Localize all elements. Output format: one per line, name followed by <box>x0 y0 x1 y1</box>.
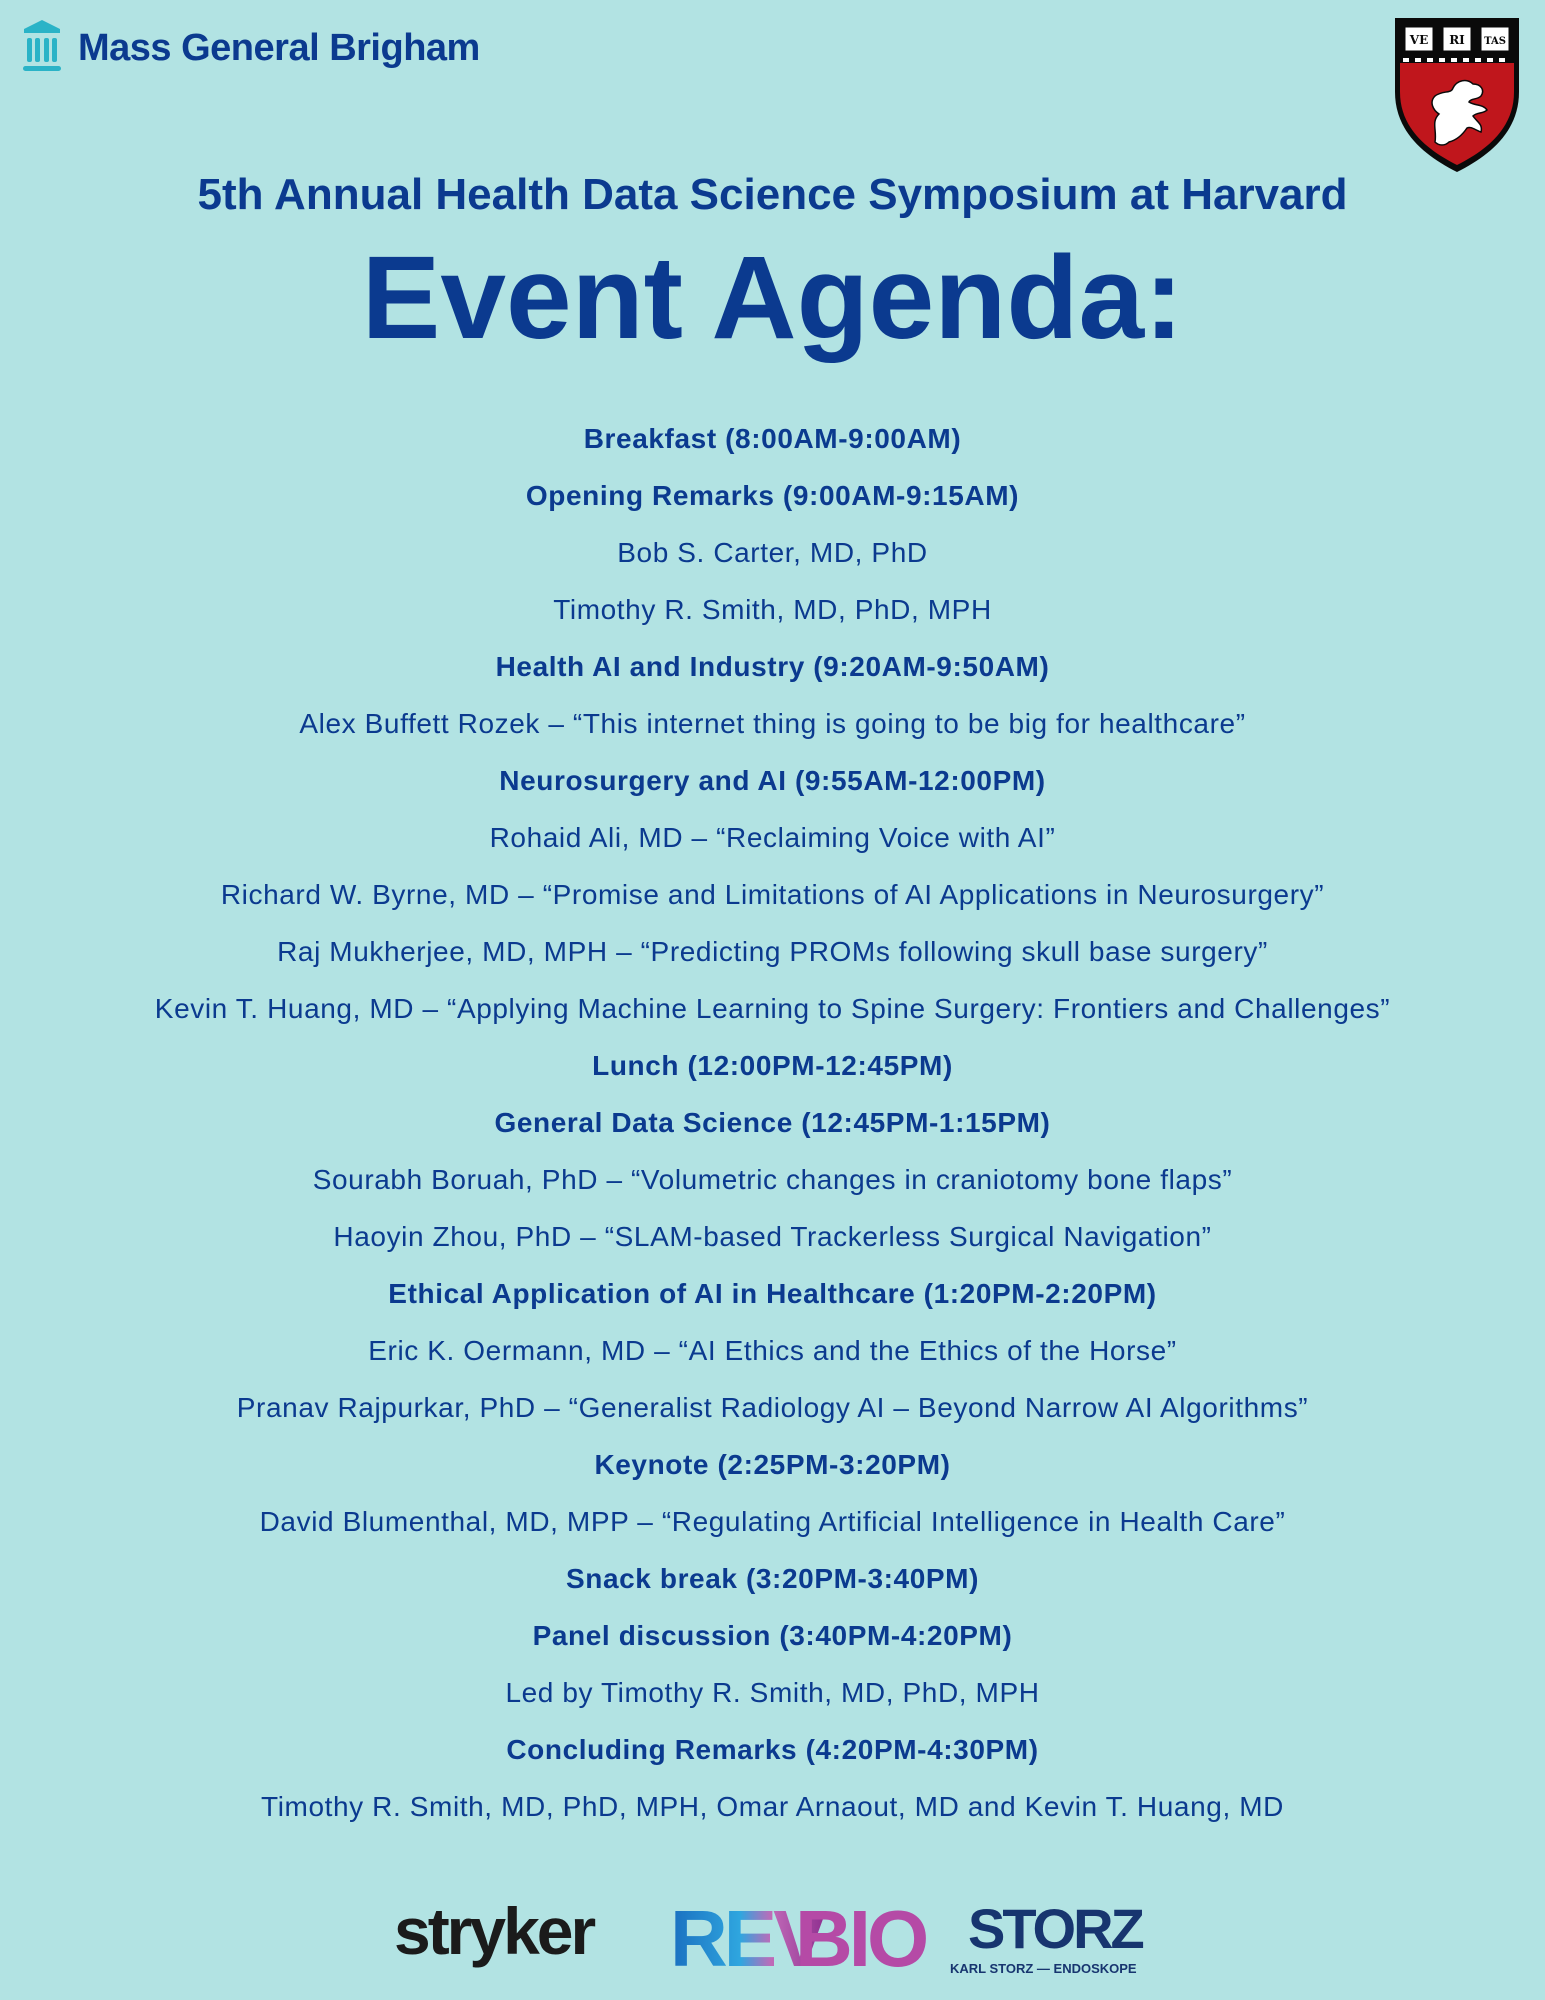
agenda-session-heading: Concluding Remarks (4:20PM-4:30PM) <box>506 1734 1039 1765</box>
shield-letters-1: VE <box>1409 33 1429 47</box>
agenda-speaker-line: Raj Mukherjee, MD, MPH – “Predicting PROMs following skull base surgery” <box>277 936 1268 967</box>
title-block <box>0 165 1545 363</box>
agenda-speaker-line: David Blumenthal, MD, MPP – “Regulating Artificial Intelligence in Health Care” <box>259 1506 1286 1537</box>
mgb-columns-icon <box>20 17 64 79</box>
agenda-speaker-line: Haoyin Zhou, PhD – “SLAM-based Trackerless Surgical Navigation” <box>333 1221 1212 1252</box>
header <box>0 0 1545 180</box>
org-name: Mass General Brigham <box>78 26 480 69</box>
storz-logo: STORZ <box>968 1897 1142 1960</box>
agenda-session-heading: Opening Remarks (9:00AM-9:15AM) <box>525 480 1020 511</box>
agenda-session-heading: General Data Science (12:45PM-1:15PM) <box>494 1107 1051 1138</box>
agenda-speaker-line: Kevin T. Huang, MD – “Applying Machine Learning to Spine Surgery: Frontiers and Challenges” <box>154 993 1391 1024</box>
agenda-list <box>0 410 1545 1835</box>
agenda-speaker-line: Richard W. Byrne, MD – “Promise and Limitations of AI Applications in Neurosurgery” <box>220 879 1325 910</box>
agenda-speaker-line: Sourabh Boruah, PhD – “Volumetric changes in craniotomy bone flaps” <box>312 1164 1233 1195</box>
agenda-speaker-line: Led by Timothy R. Smith, MD, PhD, MPH <box>505 1677 1040 1708</box>
agenda-session-heading: Snack break (3:20PM-3:40PM) <box>565 1563 980 1594</box>
agenda-speaker-line: Rohaid Ali, MD – “Reclaiming Voice with AI” <box>489 822 1056 853</box>
revbio-logo-rev: REV <box>670 1894 823 1980</box>
agenda-speaker-line: Timothy R. Smith, MD, PhD, MPH <box>553 594 992 625</box>
mass-general-brigham-logo <box>20 16 480 80</box>
agenda-session-heading: Ethical Application of AI in Healthcare (1:20PM-2:20PM) <box>388 1278 1157 1309</box>
storz-subtitle: KARL STORZ — ENDOSKOPE <box>950 1961 1137 1976</box>
agenda-speaker-line: Alex Buffett Rozek – “This internet thing is going to be big for healthcare” <box>299 708 1246 739</box>
agenda-session-heading: Breakfast (8:00AM-9:00AM) <box>583 423 962 454</box>
agenda-session-heading: Lunch (12:00PM-12:45PM) <box>592 1050 953 1081</box>
agenda-session-heading: Health AI and Industry (9:20AM-9:50AM) <box>495 651 1050 682</box>
harvard-veritas-shield-icon <box>1391 14 1523 176</box>
revbio-logo-bio: BIO <box>795 1894 926 1980</box>
agenda-session-heading: Panel discussion (3:40PM-4:20PM) <box>532 1620 1013 1651</box>
agenda-title: Event Agenda: <box>361 232 1184 364</box>
agenda-speaker-line: Eric K. Oermann, MD – “AI Ethics and the Ethics of the Horse” <box>368 1335 1177 1366</box>
stryker-logo: stryker <box>394 1894 594 1968</box>
shield-letters-3: TAS <box>1484 36 1506 47</box>
sponsor-logos <box>390 1890 1170 1980</box>
shield-letters-2: RI <box>1449 33 1465 47</box>
agenda-session-heading: Keynote (2:25PM-3:20PM) <box>594 1449 951 1480</box>
agenda-speaker-line: Timothy R. Smith, MD, PhD, MPH, Omar Arnaout, MD and Kevin T. Huang, MD <box>261 1791 1284 1822</box>
agenda-speaker-line: Bob S. Carter, MD, PhD <box>617 537 928 568</box>
agenda-session-heading: Neurosurgery and AI (9:55AM-12:00PM) <box>499 765 1046 796</box>
agenda-speaker-line: Pranav Rajpurkar, PhD – “Generalist Radiology AI – Beyond Narrow AI Algorithms” <box>236 1392 1309 1423</box>
symposium-title: 5th Annual Health Data Science Symposium at Harvard <box>197 170 1348 219</box>
